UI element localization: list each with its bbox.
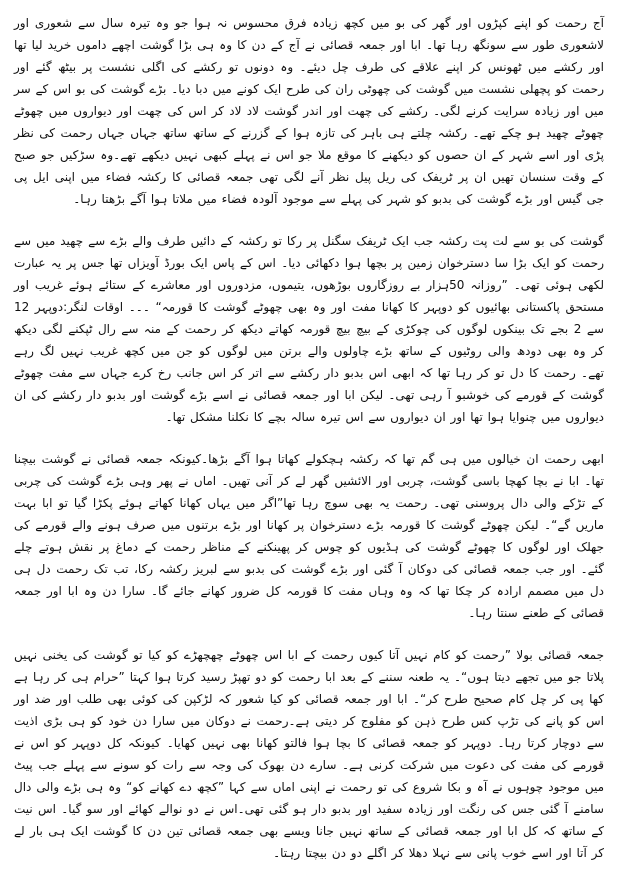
paragraph-4: جمعہ قصائی بولا ”رحمت کو کام نہیں آتا کیوں رحمت کے ابا اس چھوٹے چھچھڑے کو کیا تو گوشت کی یخنی نہیں پلاتا جو میں تجھے دیتا ہوں“۔ یہ طعنہ سننے کے بعد ابا رحمت کو دو تھپڑ رسید کرتا ہوا کہتا ”حرام ہی کر رہا ہے کھا پی کر چل کام صحیح طرح کر“۔ ابا اور جمعہ قصائی کو کیا شعور کہ لڑکپن کی کوئی بھی طلب اور ضد اور اس کو پانے کی تڑپ کس طرح ذہن کو مفلوج کر دیتی ہے۔رحمت نے دوکان میں سارا دن خود کو ہی بڑی اذیت سے دوچار کرتا رہا۔ دوپہر کو جمعہ قصائی کا بچا ہوا فالتو کھانا بھی نہیں کھایا۔ کیونکہ کل دوپہر کو اس نے قورمے کی مفت کی دعوت میں شرکت کرنی ہے۔ سارے دن بھوک کی وجہ سے رات کو سونے سے پہلے جب پیٹ میں موجود چوہوں نے آہ و بکا شروع کی تو رحمت نے اپنی اماں سے کہا ”کچھ دے کھانے کو“ وہ ہی بڑے والی دال سامنے آ گئی جس کی رنگت اور زیادہ سفید اور بدبو دار ہو گئی تھی۔اس نے دو نوالے کھائے اور سو گیا۔ اس نیت کے ساتھ کہ کل ابا اور جمعہ قصائی کے ساتھ نہیں جانا ویسے بھی جمعہ قصائی تین دن کا گوشت ایک ہی بار لے کر آتا اور اسے خوب پانی سے نہلا دھلا کر اگلے دو دن بیچتا رہتا۔ bbox=[14, 648, 604, 860]
paragraph-2: گوشت کی بو سے لت پت رکشہ جب ایک ٹریفک سگنل پر رکا تو رکشہ کے دائیں طرف والے بڑے سے چھید میں سے رحمت کو ایک بڑا سا دسترخوان زمین پر بچھا ہوا دکھائی دیا۔ اس کے پاس ایک بورڈ آویزاں تھا جس پر یہ عبارت لکھی ہوئی تھی۔ ”روزانہ 50ہزار بے روزگاروں بوڑھوں، یتیموں، مزدوروں اور معاشرے کے ستائے ہوئے غریب اور مستحق پاکستانی بھائیوں کو دوپہر کا کھانا مفت اور وہ بھی چھوٹے گوشت کا قورمہ“ ۔۔۔ اوقات لنگر:دوپہر 12 سے 2 بجے تک بینکوں لوگوں کی چوکڑی کے بیچ بیچ قورمہ کھاتے دیکھ کر رحمت کے منہ سے رال ٹپکنے لگی دیکھ کر وہ بھی دودھ والی روٹیوں کے ساتھ بڑے چاولوں والے برتن میں لوگوں کو جن میں کچھ غریب نہیں لگ رہے تھے۔ رحمت کا دل تو کر رہا تھا کہ ابھی اس بدبو دار رکشے سے اتر کر اس جانب رخ کرے جہاں سے مفت چھوٹے گوشت کے قورمے کی خوشبو آ رہی تھی۔ لیکن ابا اور جمعہ قصائی نے اسے بڑے گوشت اور بدبو دار رکشے کی ان دیواروں میں چنوایا ہوا تھا اور ان دیواروں سے اس تیرہ سالہ بچے کا نکلنا مشکل تھا۔ bbox=[14, 234, 604, 424]
paragraph-1: آج رحمت کو اپنے کپڑوں اور گھر کی بو میں کچھ زیادہ فرق محسوس نہ ہوا جو وہ تیرہ سال سے شعوری اور لاشعوری طور سے سونگھ رہا تھا۔ ابا اور جمعہ قصائی نے آج کے دن کا وہ ہی بڑا گوشت اچھے داموں خرید لیا تھا اور رکشے میں ٹھونس کر اپنے علاقے کی طرف چل دیئے۔ وہ دونوں تو رکشے کی اگلی نشست پر بیٹھ گئے اور رحمت کو پچھلی نشست میں گوشت کی چھوٹی ران کی طرح ایک کونے میں دبا دیا۔ بڑے گوشت کی بو اس کے سر میں اور زیادہ سرایت کرنے لگی۔ رکشے کی چھت اور اندر گوشت لاد لاد کر اس کی چھت اور دیواروں میں چھوٹے چھوٹے چھید ہو چکے تھے۔ رکشہ چلتے ہی باہر کی تازہ ہوا کے گزرنے کے ساتھ ساتھ جہاں جہاں رحمت کی نظر پڑی اور اسے شہر کے ان حصوں کو دیکھنے کا موقع ملا جو اس نے پہلے کبھی نہیں دیکھے تھے۔وہ سڑکیں جو صبح کے وقت سنسان تھیں ان پر ٹریفک کی ریل پیل نظر آنے لگی تھی جمعہ قصائی کا رکشہ فضاء میں اپنی ایل پی جی گیس اور بڑے گوشت کی بدبو کو شہر کی پہلے سے موجود آلودہ فضاء میں ملاتا ہوا آگے بڑھتا رہا۔ bbox=[14, 16, 604, 206]
paragraph-3: ابھی رحمت ان خیالوں میں ہی گم تھا کہ رکشہ ہچکولے کھاتا ہوا آگے بڑھا۔کیونکہ جمعہ قصائی نے گوشت بیچنا تھا۔ ابا نے بچا کھچا باسی گوشت، چربی اور الائشیں گھر لے کر آنی تھیں۔ اماں نے پھر وہی بڑے گوشت کی چربی کے تڑکے والی دال پروسنی تھی۔ رحمت یہ بھی سوچ رہا تھا”اگر میں یہاں کھانا کھاتے ہوئے پکڑا گیا تو ابا بہت ماریں گے“۔ لیکن چھوٹے گوشت کا قورمہ بڑے دسترخوان پر کھانا اور بڑے برتنوں میں صرف ہونے والے قورمے کی جھلک اور لوگوں کا چھوٹے گوشت کی ہڈیوں کو چوس کر پھینکنے کے مناظر رحمت کے دماغ پر نقش ہوتے چلے گئے۔ اور جب جمعہ قصائی کی دوکان آ گئی اور بڑے گوشت کی بدبو سے لبریز رکشہ رکا، تب تک رحمت دل ہی دل میں مصمم ارادہ کر چکا تھا کہ وہ وہاں مفت کا قورمہ کل ضرور کھانے جائے گا۔ سارا دن وہ ابا اور جمعہ قصائی کے طعنے سنتا رہا۔ bbox=[14, 452, 604, 620]
